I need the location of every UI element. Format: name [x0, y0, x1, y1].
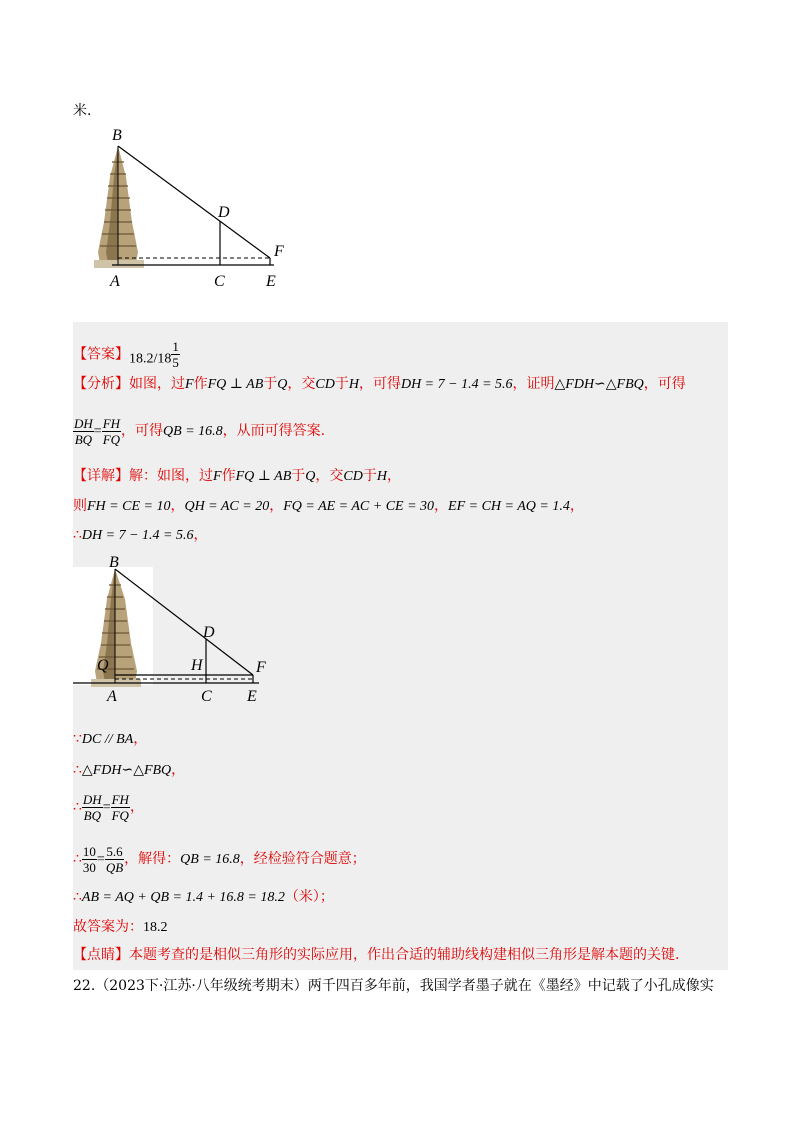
step-text: ， — [129, 799, 144, 815]
fraction-denominator: 30 — [82, 859, 96, 875]
therefore-symbol: ∴ — [73, 889, 82, 905]
label-D: D — [218, 204, 230, 221]
step-math: QB = 16.8 — [180, 852, 240, 867]
label-B: B — [112, 127, 122, 144]
therefore-symbol: ∴ — [73, 762, 82, 778]
question-source: （2023下·江苏·八年级统考期末） — [95, 978, 308, 994]
label-Q: Q — [97, 657, 109, 674]
analysis-math: Q — [277, 377, 288, 392]
label-C: C — [201, 688, 212, 705]
detail-text: ，交 — [315, 468, 344, 484]
detail-math: FQ ⊥ AB — [235, 469, 292, 484]
step-5 — [73, 887, 334, 908]
detail-text: ， — [434, 498, 449, 514]
step-1 — [73, 729, 147, 750]
detail-text: ， — [170, 498, 185, 514]
analysis-text: 于 — [334, 376, 349, 392]
analysis-math: H — [348, 377, 359, 392]
analysis-math: QB = 16.8 — [163, 424, 223, 439]
detail-text: 于 — [291, 468, 306, 484]
analysis-math: △FDH∽△FBQ — [554, 377, 644, 392]
analysis-text: ，可得 — [121, 423, 164, 439]
detail-text: ， — [386, 468, 401, 484]
detail-math: H — [376, 469, 387, 484]
answer-numerator: 1 — [172, 339, 179, 354]
step-3-fraction-1 — [82, 792, 103, 823]
analysis-text: 如图，过 — [129, 376, 185, 392]
label-E: E — [247, 688, 257, 705]
label-E: E — [266, 273, 276, 290]
equals-sign: = — [96, 852, 105, 867]
analysis-math: CD — [315, 377, 335, 392]
detail-math: FH = CE = 10 — [87, 499, 171, 514]
pagoda-image-1 — [94, 146, 144, 268]
fraction-numerator: FH — [111, 791, 129, 807]
step-text: ， — [133, 731, 148, 747]
fraction-denominator: BQ — [74, 431, 93, 447]
fraction-numerator: 5.6 — [106, 843, 123, 859]
equals-sign: = — [102, 800, 111, 815]
answer-line — [73, 339, 180, 370]
analysis-line-2 — [73, 414, 325, 449]
label-D: D — [203, 624, 215, 641]
step-6 — [73, 917, 168, 938]
fraction-numerator: FH — [102, 415, 121, 431]
analysis-math: DH = 7 − 1.4 = 5.6 — [400, 377, 513, 392]
analysis-fraction-1 — [73, 416, 94, 447]
fraction-numerator: 10 — [82, 843, 96, 859]
label-B: B — [109, 554, 119, 571]
step-text: ，经检验符合题意； — [239, 851, 366, 867]
step-math: DC // BA — [81, 732, 134, 747]
fraction-denominator: BQ — [83, 807, 101, 823]
analysis-text: ，交 — [287, 376, 316, 392]
step-4-fraction-1 — [82, 844, 97, 875]
answer-fraction — [171, 339, 180, 370]
detail-math: CD — [343, 469, 363, 484]
step-math: AB = AQ + QB = 1.4 + 16.8 = 18.2 — [81, 890, 285, 905]
fraction-numerator: DH — [82, 791, 102, 807]
step-text: 故答案为： — [73, 919, 143, 935]
comment-line — [73, 945, 679, 965]
line-BF — [118, 146, 270, 258]
fraction-denominator: QB — [105, 859, 124, 875]
analysis-tag: 【分析】 — [73, 376, 129, 392]
detail-text: 解：如图，过 — [129, 468, 213, 484]
final-answer: 18.2 — [143, 920, 168, 935]
detail-line-2 — [73, 496, 584, 517]
label-A: A — [110, 273, 120, 290]
answer-tag: 【答案】 — [73, 346, 129, 363]
step-2 — [73, 760, 185, 781]
figure-1 — [90, 122, 310, 294]
top-text: 米. — [73, 103, 92, 119]
step-text: ，解得： — [124, 851, 181, 867]
next-question — [73, 976, 714, 996]
label-F: F — [274, 243, 284, 260]
step-text: ， — [171, 762, 186, 778]
detail-text: ， — [269, 498, 284, 514]
step-text: （米）； — [284, 889, 334, 905]
detail-text: ， — [193, 527, 208, 543]
detail-math: F — [213, 469, 222, 484]
comment-text: 本题考查的是相似三角形的实际应用，作出合适的辅助线构建相似三角形是解本题的关键. — [129, 947, 680, 963]
analysis-text: ，从而可得答案. — [222, 423, 326, 439]
analysis-math: FQ ⊥ AB — [207, 377, 264, 392]
question-text: 两千四百多年前，我国学者墨子就在《墨经》中记载了小孔成像实 — [307, 978, 714, 994]
analysis-math: F — [185, 377, 194, 392]
therefore-symbol: ∴ — [73, 799, 82, 815]
fraction-denominator: FQ — [111, 807, 129, 823]
detail-math: DH = 7 − 1.4 = 5.6 — [81, 528, 194, 543]
answer-whole: 18 — [157, 351, 172, 367]
answer-sep: / — [153, 351, 158, 367]
detail-tag: 【详解】 — [73, 468, 129, 484]
because-symbol: ∵ — [73, 731, 82, 747]
equals-sign: = — [93, 424, 102, 439]
detail-line-1 — [73, 466, 401, 487]
question-number: 22. — [73, 978, 96, 994]
analysis-text: ，可得 — [358, 376, 401, 392]
analysis-text: ，证明 — [512, 376, 555, 392]
analysis-text: ，可得 — [643, 376, 686, 392]
analysis-fraction-2 — [102, 416, 121, 447]
detail-math: Q — [305, 469, 316, 484]
comment-tag: 【点睛】 — [73, 947, 129, 963]
label-F: F — [256, 659, 266, 676]
detail-line-3 — [73, 525, 207, 546]
step-4 — [73, 842, 366, 877]
step-4-fraction-2 — [105, 844, 124, 875]
step-3-fraction-2 — [111, 792, 130, 823]
label-H: H — [191, 657, 203, 674]
analysis-line-1 — [73, 374, 686, 395]
therefore-symbol: ∴ — [73, 527, 82, 543]
detail-text: 于 — [362, 468, 377, 484]
detail-math: EF = CH = AQ = 1.4 — [448, 499, 570, 514]
label-C: C — [214, 273, 225, 290]
answer-value: 18.2 — [129, 351, 154, 367]
analysis-text: 作 — [193, 376, 208, 392]
therefore-symbol: ∴ — [73, 851, 82, 867]
step-3 — [73, 790, 144, 825]
detail-text: ， — [569, 498, 584, 514]
detail-text: 则 — [73, 498, 87, 514]
label-A: A — [107, 688, 117, 705]
detail-math: FQ = AE = AC + CE = 30 — [283, 499, 435, 514]
detail-text: 作 — [221, 468, 236, 484]
detail-math: QH = AC = 20 — [184, 499, 270, 514]
fraction-numerator: DH — [74, 415, 93, 431]
analysis-text: 于 — [263, 376, 278, 392]
answer-denominator: 5 — [172, 355, 179, 370]
step-math: △FDH∽△FBQ — [81, 763, 172, 778]
fraction-denominator: FQ — [102, 431, 121, 447]
figure-2 — [73, 553, 303, 705]
